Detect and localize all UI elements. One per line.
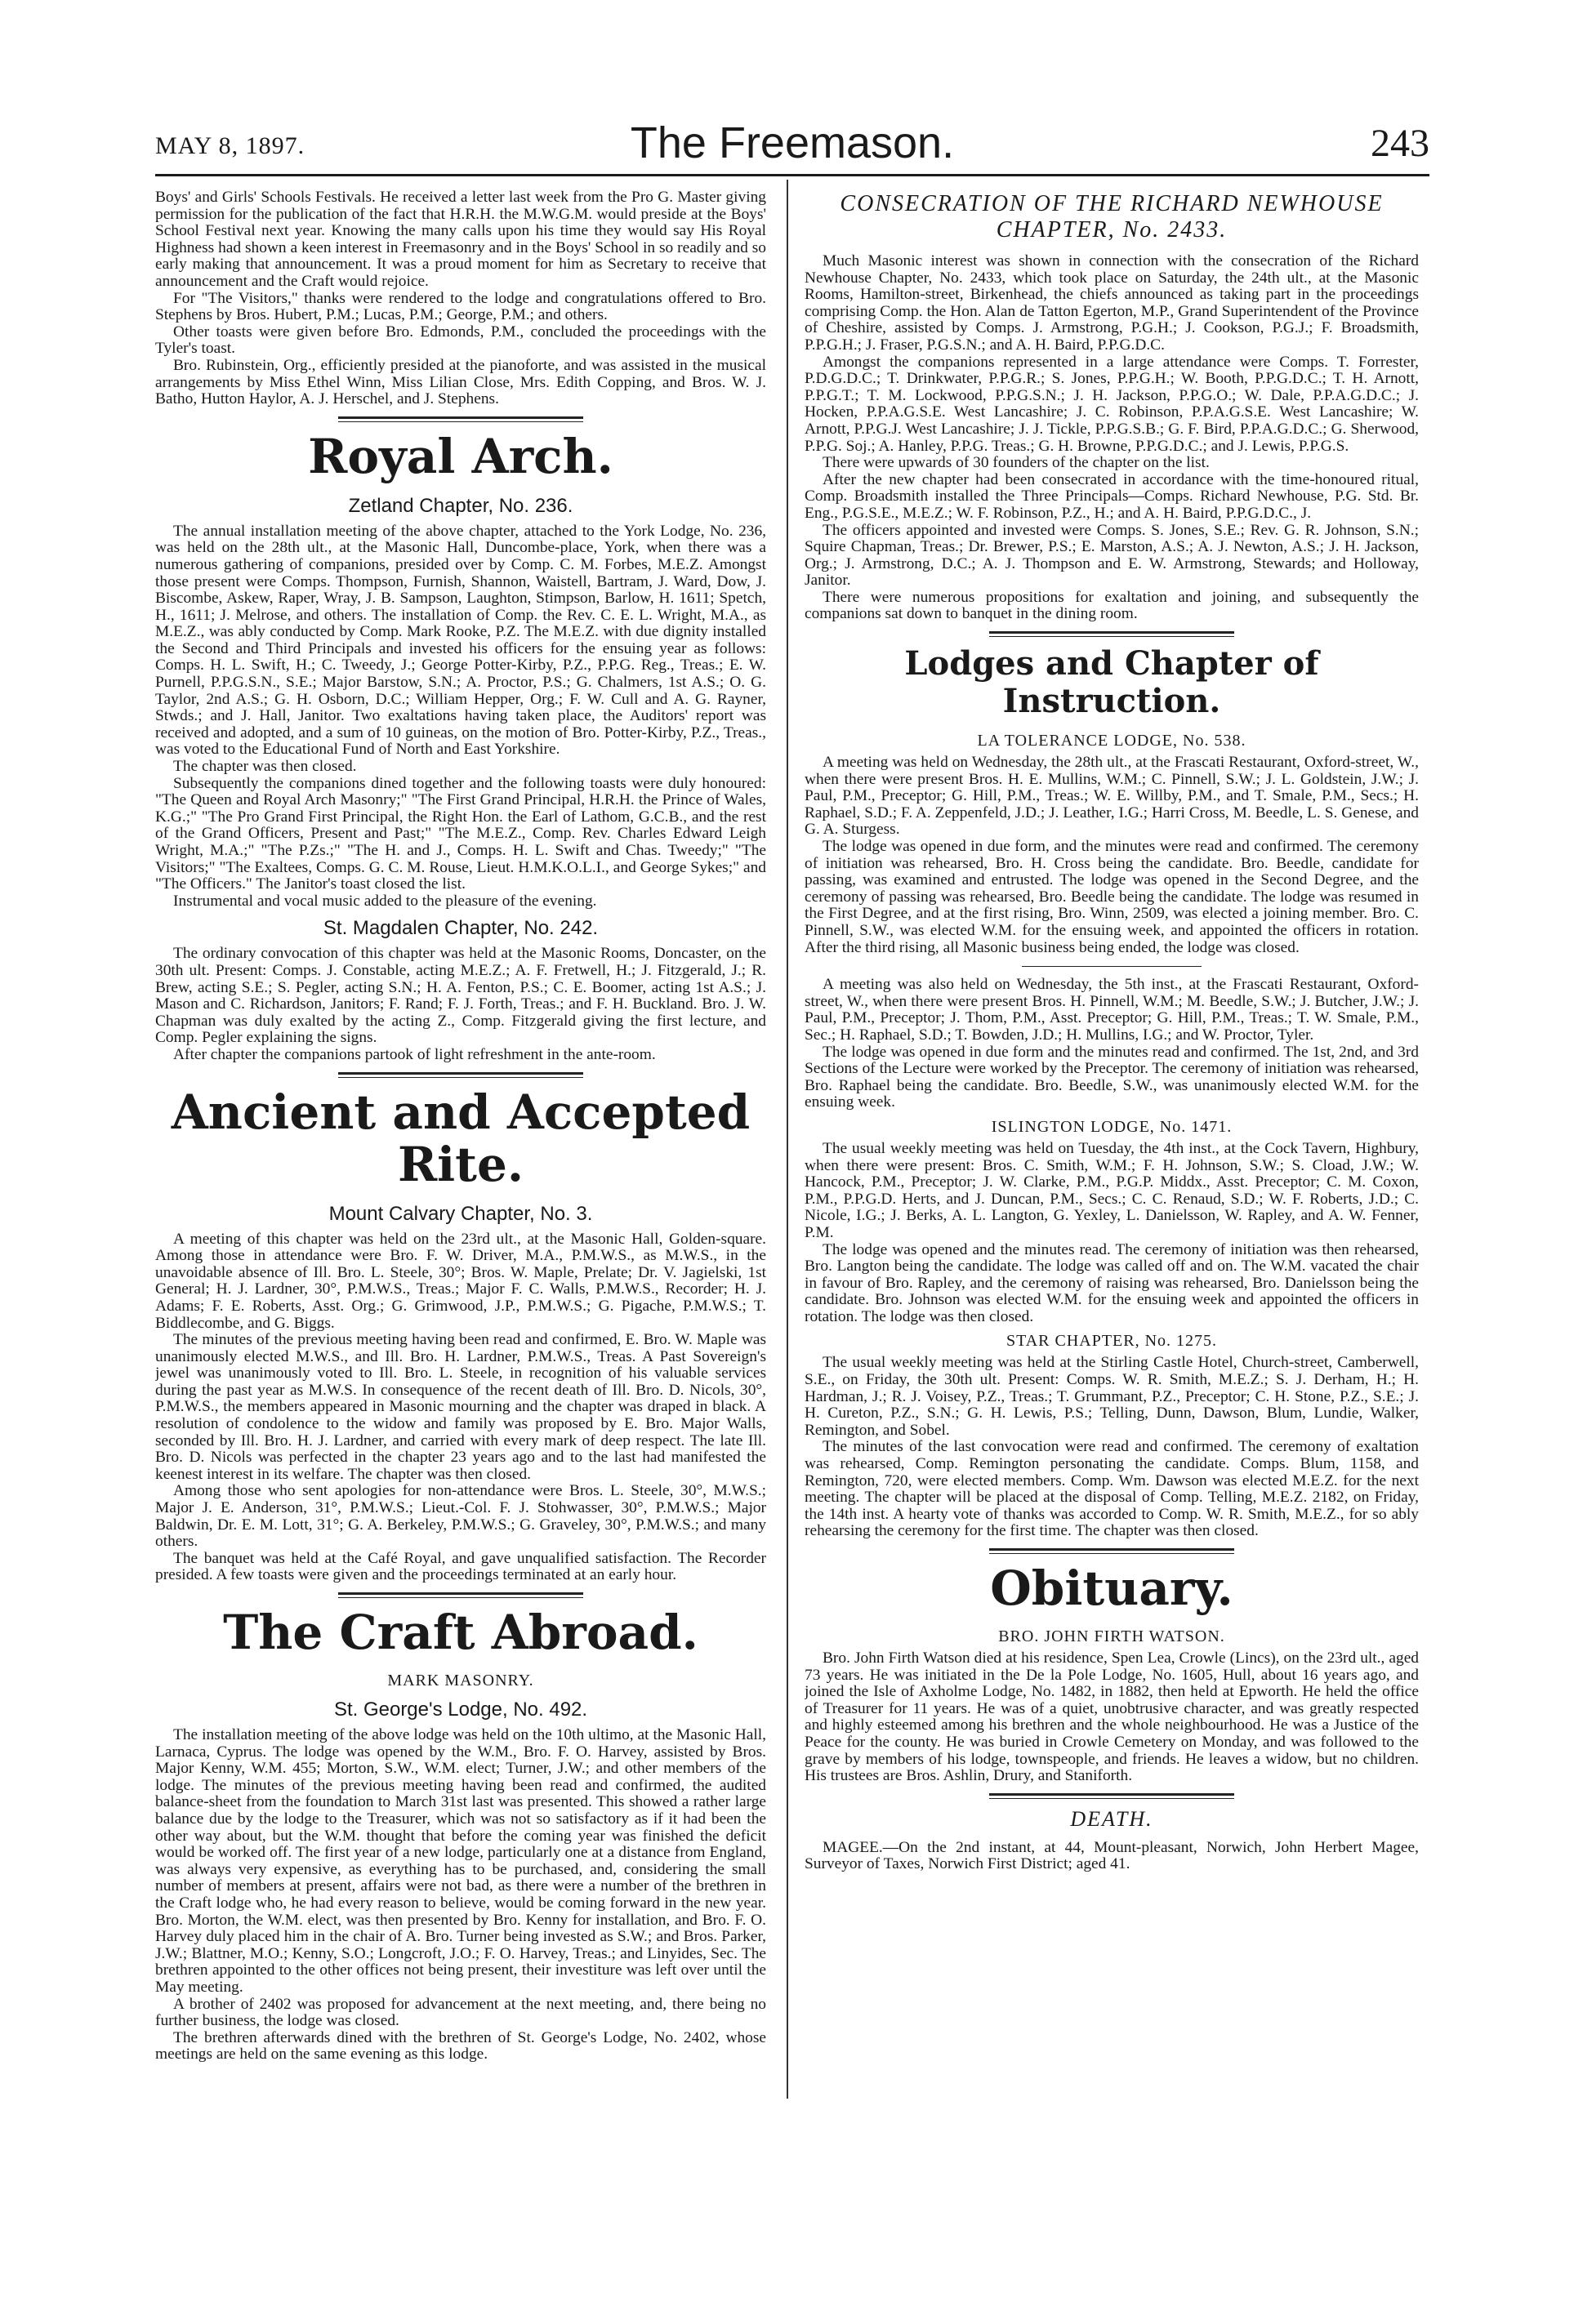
article-title: St. George's Lodge, No. 492. [333, 1698, 588, 1721]
paragraph: Bro. Rubinstein, Org., efficiently presided at the pianoforte, and was assisted in the musical arrangements by Miss Ethel Winn, Miss Lilian Close, Mrs. Edith Copping, and Bros. W. J. Batho, Hutton Haylor, A. J. Herschel, and J. Stephens. [155, 356, 766, 408]
column-divider [787, 180, 788, 2099]
section-heading-craft-abroad: The Craft Abroad. [223, 1605, 698, 1660]
paragraph: Much Masonic interest was shown in connection with the consecration of the Richard Newhouse Chapter, No. 2433, which took place on Saturday, the 24th ult., at the Masonic Rooms, Hamilton-street, Birkenhead, the chiefs announced as taking part in the proceedings comprising Comp. the Hon. Alan de Tatton Egerton, M.P., Grand Superintendent of the Province of Cheshire, assisted by Comps. J. Armstrong, P.G.H.; J. Cookson, P.G.J.; F. Broadsmith, P.P.G.H.; J. Fraser, P.G.S.N.; and A. H. Baird, P.P.G.D.C. [805, 252, 1419, 354]
paragraph: Boys' and Girls' Schools Festivals. He received a letter last week from the Pro G. Master giving permission for the publication of the fact that H.R.H. the M.W.G.M. would preside at the Boys' School Festival next year. Knowing the many calls upon his time they would say His Royal Highness had shown a keen interest in Freemasonry and in the Boys' School in so readily and so early making that announcement. It was a proud moment for him as Secretary to receive that announcement and the Craft would rejoice. [155, 189, 766, 290]
section-heading-royal-arch: Royal Arch. [308, 428, 613, 484]
article-title: St. Magdalen Chapter, No. 242. [323, 917, 599, 940]
heading-line: CHAPTER, No. 2433. [996, 217, 1228, 243]
article-kicker: MARK MASONRY. [387, 1672, 534, 1690]
masthead-title: The Freemason. [630, 118, 955, 167]
section-heading-consecration [805, 191, 1419, 243]
article-title: Zetland Chapter, No. 236. [348, 494, 573, 517]
issue-date: MAY 8, 1897. [155, 132, 305, 159]
section-rule [989, 1548, 1234, 1554]
paragraph: The minutes of the previous meeting having been read and confirmed, E. Bro. W. Maple was unanimously elected M.W.S., and Ill. Bro. H. Lardner, P.M.W.S., Treas. A Past Sovereign's jewel was unanimously voted to Ill. Bro. L. Steele, in recognition of his valuable services during the past year as M.W.S. In consequence of the recent death of Ill. Bro. D. Nicols, 30°, P.M.W.S., the members appeared in Masonic mourning and the chapter was draped in black. A resolution of condolence to the widow and family was proposed by E. Bro. Major Walls, seconded by Ill. Bro. H. J. Lardner, and carried with every mark of deep respect. The late Ill. Bro. D. Nicols was perfected in the chapter 23 years ago and to the last had manifested the keenest interest in its welfare. The chapter was then closed. [155, 1331, 766, 1483]
paragraph: For "The Visitors," thanks were rendered to the lodge and congratulations offered to Bro. Stephens by Bros. Hubert, P.M.; Lucas, P.M.; George, P.M.; and others. [155, 289, 766, 324]
paragraph: A meeting of this chapter was held on the 23rd ult., at the Masonic Hall, Golden-square. Among those in attendance were Bro. F. W. Driver, M.A., P.M.W.S., as M.W.S., in the unavoidable absence of Ill. Bro. L. Steele, 30°; Bros. W. Maple, Prelate; Dr. V. Jagielski, 1st General; H. J. Lardner, 30°, P.M.W.S., Treas.; Major F. C. Walls, P.M.W.S., Recorder; H. J. Adams; F. E. Roberts, Asst. Org.; G. Grimwood, J.P., P.M.W.S.; G. Pigache, P.M.W.S.; T. Biddlecombe, and G. Biggs. [155, 1230, 766, 1332]
section-rule [338, 416, 583, 422]
paragraph: The chapter was then closed. [173, 758, 357, 776]
paragraph: MAGEE.—On the 2nd instant, at 44, Mount-pleasant, Norwich, John Herbert Magee, Surveyor of Taxes, Norwich First District; aged 41. [805, 1838, 1419, 1873]
paragraph: A meeting was also held on Wednesday, the 5th inst., at the Frascati Restaurant, Oxford-street, W., when there were present Bros. H. Pinnell, W.M.; M. Beedle, S.W.; J. Butcher, J.W.; J. Paul, P.M., Preceptor; J. Thom, P.M., Asst. Preceptor; G. Hill, P.M., Treas.; T. W. Smale, P.M., Sec.; H. Raphael, S.D.; T. Bowden, J.D.; H. Mullins, I.G.; and W. Proctor, Tyler. [805, 976, 1419, 1044]
paragraph: There were upwards of 30 founders of the chapter on the list. [823, 454, 1210, 472]
section-heading-lodges: Lodges and Chapter of Instruction. [904, 644, 1319, 721]
paragraph: The banquet was held at the Café Royal, and gave unqualified satisfaction. The Recorder presided. A few toasts were given and the proceedings terminated at an early hour. [155, 1549, 766, 1584]
paragraph: The annual installation meeting of the above chapter, attached to the York Lodge, No. 236, was held on the 28th ult., at the Masonic Hall, Duncombe-place, York, when there was a numerous gathering of companions, presided over by Comp. C. M. Forbes, M.E.Z. Amongst those present were Comps. Thompson, Furnish, Shannon, Waistell, Bartram, J. Ward, Dow, J. Biscombe, Askew, Raper, Wray, J. B. Sampson, Laughton, Stimpson, Barlow, H. 1611; Spetch, H., 1611; J. Melrose, and others. The installation of Comp. the Rev. C. E. L. Wright, M.A., as M.E.Z., was ably conducted by Comp. Mark Rooke, P.Z. The M.E.Z. with due dignity installed the Second and Third Principals and invested his officers for the ensuing year as follows: Comps. H. L. Swift, H.; C. Tweedy, J.; George Potter-Kirby, P.Z., P.P.G. Reg., Treas.; E. W. Purnell, P.P.G.S.N., S.E.; Major Barstow, S.N.; A. Proctor, P.S.; G. Chalmers, 1st A.S.; O. G. Taylor, 2nd A.S.; G. H. Osborn, D.C.; William Hepper, Org.; F. W. Cull and A. G. Rayner, Stwds.; and J. Hall, Janitor. Two exaltations having taken place, the Auditors' report was received and adopted, and a sum of 10 guineas, on the motion of Bro. Potter-Kirby, P.Z., Treas., was voted to the Educational Fund of North and East Yorkshire. [155, 522, 766, 759]
article-title: Mount Calvary Chapter, No. 3. [328, 1202, 593, 1225]
left-column [155, 189, 766, 2125]
page-header [155, 114, 1429, 173]
paragraph: The usual weekly meeting was held on Tuesday, the 4th inst., at the Cock Tavern, Highbury, when there were present: Bros. C. Smith, W.M.; F. H. Johnson, S.W.; S. Cload, J.W.; W. Hancock, P.M., Preceptor; J. W. Clarke, P.M., P.G.P. Middx., Asst. Preceptor; C. M. Coxon, P.M., P.P.G.D. Herts, and J. Duncan, P.M., Secs.; C. C. Renaud, S.D.; W. F. Roberts, J.D.; C. Nicole, I.G.; J. Berks, A. L. Langton, G. Yexley, L. Danielsson, W. Rapley, and A. W. Fenner, P.M. [805, 1139, 1419, 1241]
paragraph: The ordinary convocation of this chapter was held at the Masonic Rooms, Doncaster, on the 30th ult. Present: Comps. J. Constable, acting M.E.Z.; A. F. Fretwell, H.; J. Fitzgerald, J.; R. Brew, acting S.E.; S. Pegler, acting S.N.; H. A. Fenton, P.S.; C. E. Boomer, acting 1st A.S.; J. Mason and C. Richardson, Janitors; F. Rand; F. J. Forth, Treas.; and F. H. Buckland. Bro. J. W. Chapman was duly exalted by the acting Z., Comp. Fitzgerald giving the first lecture, and Comp. Pegler explaining the signs. [155, 945, 766, 1047]
article-title: ISLINGTON LODGE, No. 1471. [991, 1117, 1233, 1136]
section-rule [338, 1592, 583, 1598]
header-rule [155, 174, 1429, 176]
paragraph: A meeting was held on Wednesday, the 28th ult., at the Frascati Restaurant, Oxford-street, W., when there were present Bros. H. E. Mullins, W.M.; C. Pinnell, S.W.; J. L. Goldstein, J.W.; J. Paul, P.M., Preceptor; G. Hill, P.M., Treas.; W. E. Willby, P.M., and T. Smale, P.M., Secs.; H. Raphael, S.D.; F. A. Zeppenfeld, J.D.; J. Leather, I.G.; Harri Cross, M. Beedle, L. S. Genese, and G. A. Sturgess. [805, 754, 1419, 839]
section-rule [338, 1072, 583, 1078]
paragraph: The lodge was opened in due form and the minutes read and confirmed. The 1st, 2nd, and 3rd Sections of the Lecture were worked by the Preceptor. The ceremony of initiation was rehearsed, Bro. Raphael being the candidate. Bro. Beedle, S.W., was unanimously elected W.M. for the ensuing week. [805, 1043, 1419, 1111]
paragraph: Other toasts were given before Bro. Edmonds, P.M., concluded the proceedings with the Tyler's toast. [155, 323, 766, 358]
right-column [805, 189, 1419, 2125]
paragraph: A brother of 2402 was proposed for advancement at the next meeting, and, there being no further business, the lodge was closed. [155, 1995, 766, 2030]
paragraph: The usual weekly meeting was held at the Stirling Castle Hotel, Church-street, Camberwell, S.E., on Friday, the 30th ult. Present: Comps. W. R. Smith, M.E.Z.; S. J. Derham, H.; H. Hardman, J.; R. J. Voisey, P.Z., Treas.; T. Grummant, P.Z., Preceptor; C. H. Stone, P.Z., S.E.; J. H. Cureton, P.Z., S.N.; G. H. Lewis, P.S.; Telling, Dunn, Dawson, Blum, Lundie, Walker, Remington, and Sobel. [805, 1354, 1419, 1439]
paragraph: After chapter the companions partook of light refreshment in the ante-room. [173, 1045, 656, 1063]
section-rule [989, 631, 1234, 637]
paragraph: Subsequently the companions dined together and the following toasts were duly honoured: "The Queen and Royal Arch Masonry;" "The First Grand Principal, H.R.H. the Prince of Wales, K.G.;" "The Pro Grand First Principal, the Right Hon. the Earl of Lathom, G.C.B., and the rest of the Grand Officers, Present and Past;" "The M.E.Z., Comp. Rev. Charles Edward Leigh Wright, M.A.;" "The P.Zs.;" "The H. and J., Comps. H. L. Swift and Chas. Tweedy;" "The Visitors;" "The Exaltees, Comps. G. C. M. Rouse, Lieut. H.M.K.O.L.I., and George Sykes;" and "The Officers." The Janitor's toast closed the list. [155, 774, 766, 893]
page-number: 243 [1371, 122, 1429, 165]
paragraph: Instrumental and vocal music added to the pleasure of the evening. [173, 892, 597, 910]
section-heading-death: DEATH. [1070, 1806, 1153, 1831]
paragraph: The lodge was opened and the minutes read. The ceremony of initiation was then rehearsed, Bro. Langton being the candidate. The lodge was called off and on. The W.M. vacated the chair in favour of Bro. Rapley, and the ceremony of raising was rehearsed, Bro. Danielsson being the candidate. Bro. Johnson was elected W.M. for the ensuing week and appointed the officers in rotation. The lodge was then closed. [805, 1240, 1419, 1325]
section-rule [989, 1793, 1234, 1799]
section-heading-ancient-rite: Ancient and Accepted Rite. [171, 1084, 751, 1192]
paragraph: The officers appointed and invested were Comps. S. Jones, S.E.; Rev. G. R. Johnson, S.N.; Squire Chapman, Treas.; Dr. Brewer, P.S.; E. Marston, A.S.; A. J. Newton, A.S.; J. H. Jackson, Org.; J. Armstrong, D.C.; A. J. Thompson and E. W. Armstrong, Stewards; and Holloway, Janitor. [805, 521, 1419, 590]
separator-rule [1022, 966, 1202, 967]
paragraph: There were numerous propositions for exaltation and joining, and subsequently the companions sat down to banquet in the dining room. [805, 588, 1419, 623]
paragraph: The minutes of the last convocation were read and confirmed. The ceremony of exaltation was rehearsed, Comp. Remington personating the candidate. Comps. Blum, 1158, and Remington, 720, were elected members. Comp. Wm. Dawson was elected M.E.Z. for the next meeting. The chapter will be placed at the disposal of Comp. Telling, M.E.Z. 2182, on Friday, the 14th inst. A hearty vote of thanks was accorded to Comp. W. R. Smith, M.E.Z., for so ably rehearsing the ceremony for the first time. The chapter was then closed. [805, 1438, 1419, 1540]
article-title: STAR CHAPTER, No. 1275. [1005, 1332, 1218, 1351]
obituary-name: BRO. JOHN FIRTH WATSON. [998, 1627, 1225, 1645]
paragraph: The brethren afterwards dined with the brethren of St. George's Lodge, No. 2402, whose meetings are held on the same evening as this lodge. [155, 2028, 766, 2064]
paragraph: Among those who sent apologies for non-attendance were Bros. L. Steele, 30°, M.W.S.; Major J. E. Anderson, 31°, P.M.W.S.; Lieut.-Col. F. J. Stohwasser, 30°, P.M.W.S.; Major Baldwin, Dr. E. M. Lott, 31°; G. A. Berkeley, P.M.W.S.; G. Graveley, 30°, P.M.W.S.; and many others. [155, 1482, 766, 1551]
paragraph: After the new chapter had been consecrated in accordance with the time-honoured ritual, Comp. Broadsmith installed the Three Principals—Comps. Richard Newhouse, P.G. Std. Br. Eng., P.G.S.E., M.E.Z.; W. F. Robinson, P.Z., H.; and A. H. Baird, P.P.G.D.C., J. [805, 470, 1419, 522]
article-title: LA TOLERANCE LODGE, No. 538. [977, 732, 1246, 750]
paragraph: Bro. John Firth Watson died at his residence, Spen Lea, Crowle (Lincs), on the 23rd ult., aged 73 years. He was initiated in the De la Pole Lodge, No. 1605, Hull, about 16 years ago, and joined the Isle of Axholme Lodge, No. 1482, in 1882, then held at Epworth. He held the office of Treasurer for 11 years. He was of a quiet, unobtrusive character, and was greatly respected and highly esteemed among his brethren and the whole neighbourhood. He was a Justice of the Peace for the county. He was buried in Crowle Cemetery on Monday, and was followed to the grave by members of his lodge, townspeople, and friends. He leaves a widow, but no children. His trustees are Bros. Ashlin, Drury, and Staniforth. [805, 1650, 1419, 1785]
paragraph: The installation meeting of the above lodge was held on the 10th ultimo, at the Masonic Hall, Larnaca, Cyprus. The lodge was opened by the W.M., Bro. F. O. Harvey, assisted by Bros. Major Kenny, W.M. 455; Morton, S.W., W.M. elect; Turner, J.W.; and other members of the lodge. The minutes of the previous meeting having been read and confirmed, the audited balance-sheet from the foundation to March 31st last was presented. This showed a rather large balance due by the lodge to the Treasurer, which was not so satisfactory as if it had been the other way about, but the W.M. thought that before the coming year was finished the deficit would be worked off. The first year of a new lodge, particularly one at a distance from England, was always very expensive, as everything has to be purchased, and, considering the small number of members at present, affairs were not bad, as there were a number of the brethren in the Craft lodge who, he had every reason to believe, would be coming forward in the new year. Bro. Morton, the W.M. elect, was then presented by Bro. Kenny for installation, and Bro. F. O. Harvey duly placed him in the chair of A. Bro. Turner being invested as S.W.; and Bros. Parker, J.W.; Blattner, M.O.; Kenny, S.O.; Longcroft, J.O.; F. O. Harvey, Treas.; and Linyides, Sec. The brethren appointed to the other offices not being present, their investiture was left over until the May meeting. [155, 1726, 766, 1996]
section-heading-obituary: Obituary. [990, 1560, 1233, 1616]
paragraph: The lodge was opened in due form, and the minutes were read and confirmed. The ceremony of initiation was rehearsed, Bro. H. Cross being the candidate. Bro. Beedle, candidate for passing, was examined and entrusted. The lodge was opened in the Second Degree, and the ceremony of passing was rehearsed, Bro. Beedle being the candidate. The lodge was resumed in the First Degree, and at the first rising, Bro. Winn, 2509, was elected a joining member. Bro. C. Pinnell, S.W., was elected W.M. for the ensuing week, and appointed the officers in rotation. After the third rising, all Masonic business being ended, the lodge was closed. [805, 838, 1419, 956]
heading-line: CONSECRATION OF THE RICHARD NEWHOUSE [840, 191, 1384, 216]
paragraph: Amongst the companions represented in a large attendance were Comps. T. Forrester, P.D.G.D.C.; T. Drinkwater, P.P.G.R.; S. Jones, P.P.G.H.; W. Booth, P.P.G.D.C.; T. H. Arnott, P.P.G.T.; T. M. Lockwood, P.P.G.S.N.; J. H. Jackson, P.P.G.O.; W. Dale, P.P.A.G.D.C.; J. Hocken, P.P.A.G.S.E. West Lancashire; J. C. Robinson, P.P.A.G.S.E. West Lancashire; W. Arnott, P.P.G.J. West Lancashire; J. J. Tickle, P.P.G.S.B.; G. F. Bird, P.P.A.G.D.C.; G. Sherwood, P.P.G. Soj.; A. Hanley, P.P.G. Treas.; G. H. Browne, P.P.G.D.C.; and J. Lewis, P.P.G.S. [805, 353, 1419, 455]
